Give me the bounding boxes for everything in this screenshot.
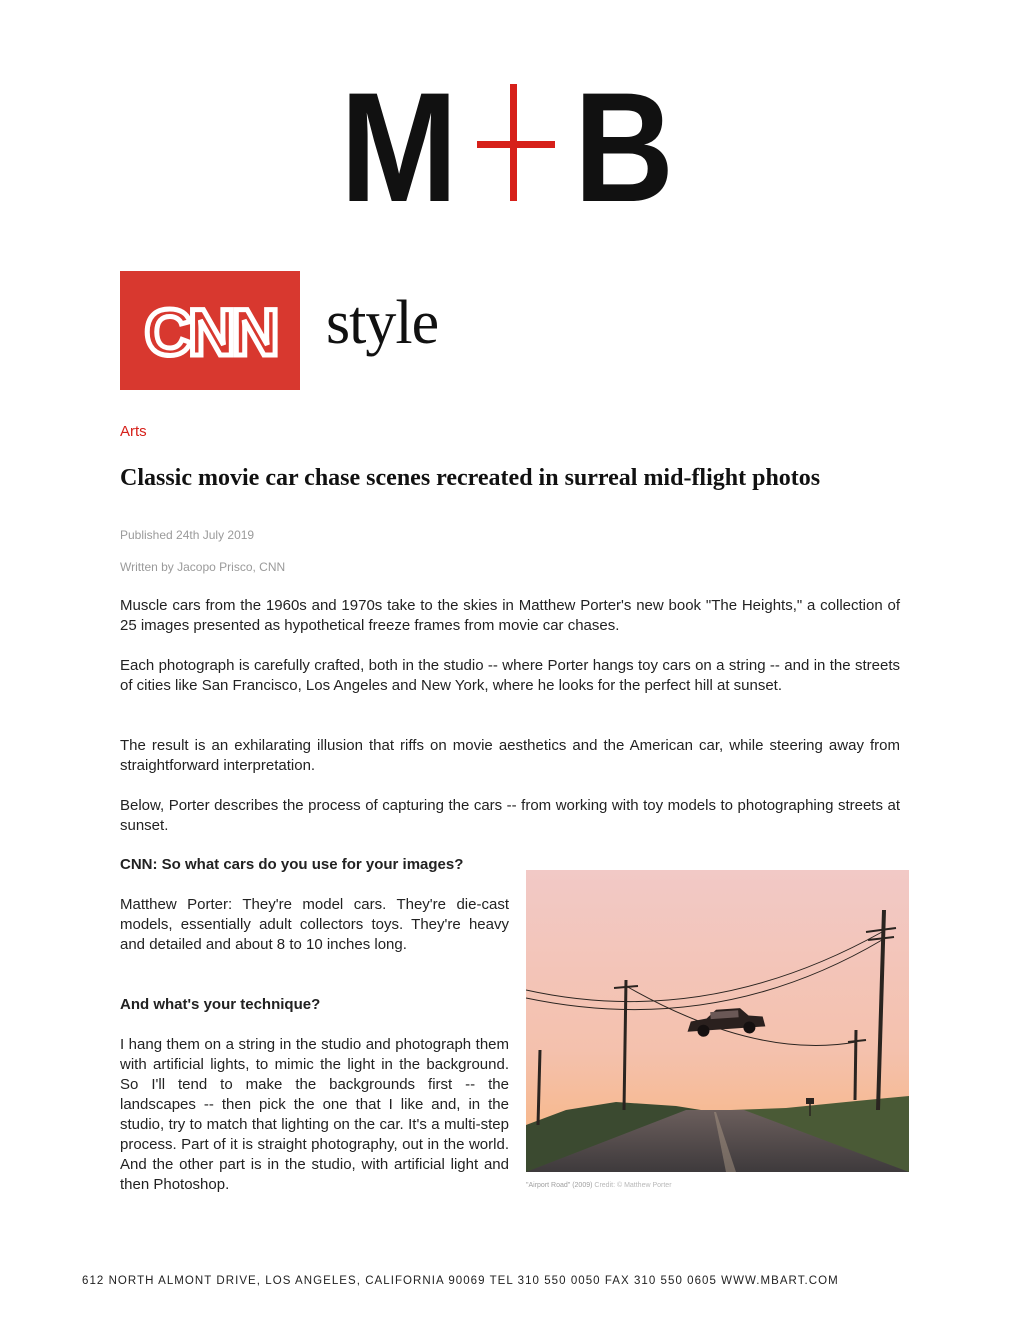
section-label: Arts bbox=[120, 423, 147, 440]
photo-caption-credit: Credit: © Matthew Porter bbox=[594, 1182, 672, 1189]
body-paragraph: Each photograph is carefully crafted, both in the studio -- where Porter hangs toy cars on a string -- and in the streets of cities like San Francisco, Los Angeles and New York, where he looks for the perfect hill at sunset. bbox=[120, 657, 900, 694]
body-paragraph: Muscle cars from the 1960s and 1970s take to the skies in Matthew Porter's new book "The Heights," a collection of 25 images presented as hypothetical freeze frames from movie car chases. bbox=[120, 597, 900, 634]
style-wordmark: style bbox=[326, 289, 439, 357]
footer-address: 612 NORTH ALMONT DRIVE, LOS ANGELES, CALIFORNIA 90069 TEL 310 550 0050 FAX 310 550 0605 WWW.MBART.COM bbox=[82, 1275, 839, 1287]
cnn-logo-text: CNN bbox=[144, 295, 276, 369]
photo-caption bbox=[526, 1182, 672, 1189]
body-paragraph: The result is an exhilarating illusion that riffs on movie aesthetics and the American car, while steering away from straightforward interpretation. bbox=[120, 737, 900, 774]
interview-question: And what's your technique? bbox=[120, 996, 321, 1013]
byline: Written by Jacopo Prisco, CNN bbox=[120, 560, 286, 574]
publish-date: Published 24th July 2019 bbox=[120, 528, 255, 542]
photo-caption-title: "Airport Road" (2009) bbox=[526, 1182, 593, 1189]
article-headline: Classic movie car chase scenes recreated in surreal mid-flight photos bbox=[120, 465, 821, 491]
logo-letter-m: M bbox=[340, 84, 458, 204]
interview-answer: Matthew Porter: They're model cars. They're die-cast models, essentially adult collectors toys. They're heavy and detailed and about 8 to 10 inches long. bbox=[120, 896, 509, 953]
logo-letter-b: B bbox=[574, 84, 674, 204]
gallery-logo bbox=[340, 84, 680, 204]
body-paragraph: Below, Porter describes the process of capturing the cars -- from working with toy models to photographing streets at sunset. bbox=[120, 797, 900, 834]
article-photo bbox=[526, 870, 909, 1172]
mailbox bbox=[806, 1098, 814, 1104]
logo-plus-icon bbox=[477, 84, 555, 201]
interview-question: CNN: So what cars do you use for your images? bbox=[120, 856, 464, 873]
cnn-logo bbox=[120, 271, 300, 390]
interview-answer: I hang them on a string in the studio and photograph them with artificial lights, to mimic the light in the background. So I'll tend to make the backgrounds first -- the landscapes -- then pick the one that I like and, in the studio, try to match that lighting on the car. It's a multi-step process. Part of it is straight photography, out in the world. And the other part is in the studio, with artificial light and then Photoshop. bbox=[120, 1036, 509, 1193]
